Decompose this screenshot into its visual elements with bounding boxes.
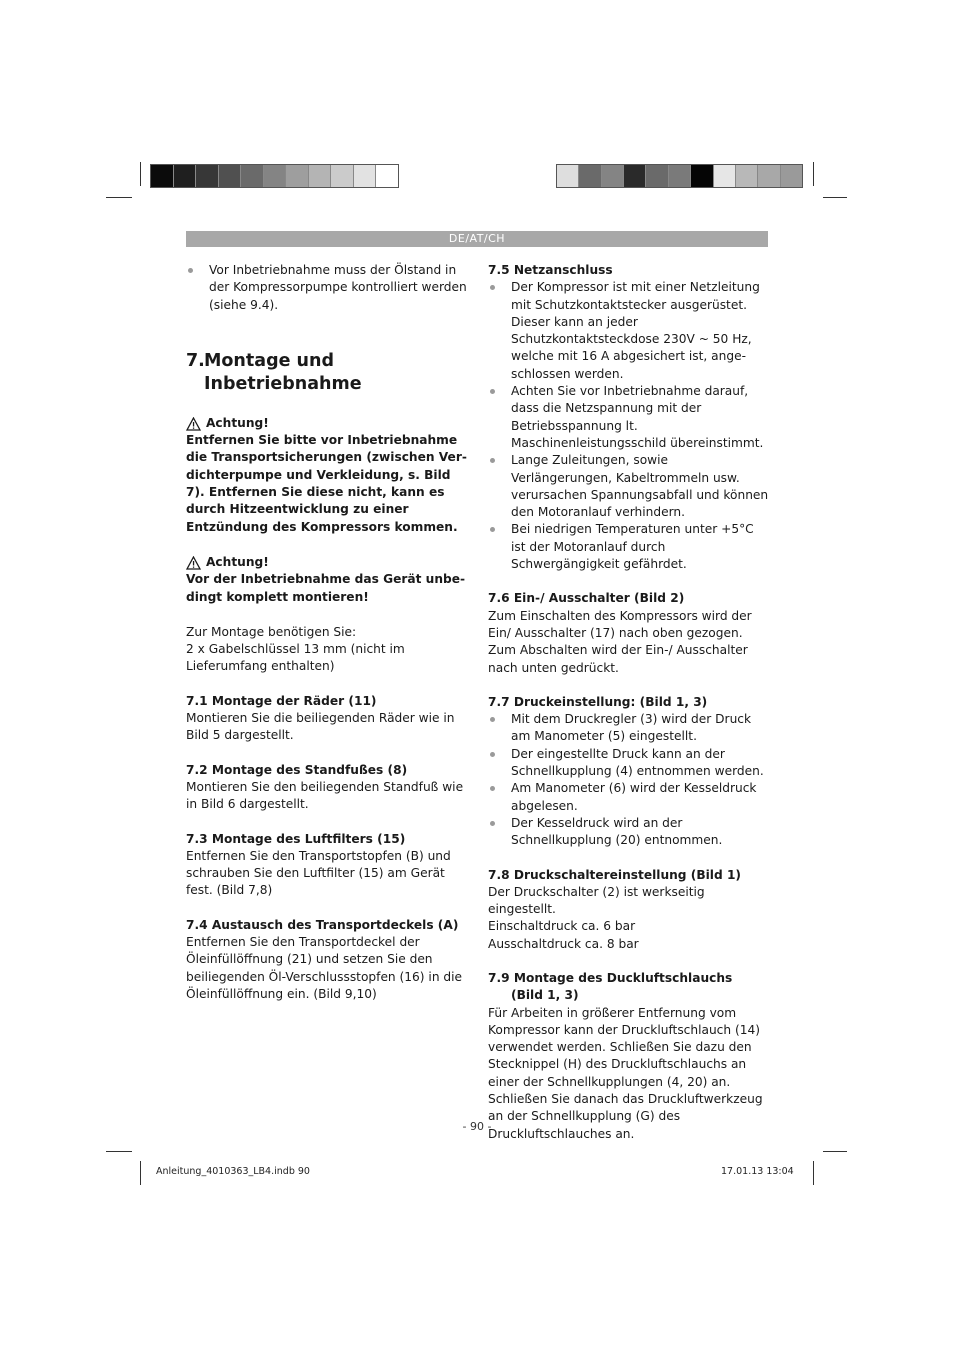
color-swatch: [557, 165, 579, 187]
color-swatch: [331, 165, 354, 187]
subsection-text: Entfernen Sie den Transportstopfen (B) und schrauben Sie den Luftfilter (15) am Gerät fest. (Bild 7,8): [186, 848, 451, 898]
bullet-dot-icon: [490, 786, 495, 791]
subsection-title: 7.5 Netzanschluss: [488, 263, 613, 277]
color-swatch: [354, 165, 377, 187]
color-swatch: [174, 165, 197, 187]
subsection-text: Entfernen Sie den Transportdeckel der Öleinfüllöffnung (21) und setzen Sie den beiliegenden Öl-Verschlussstopfen (16) in die Öleinfüllöffnung ein. (Bild 9,10): [186, 935, 463, 1001]
subsection-title: 7.2 Montage des Standfußes (8): [186, 762, 408, 777]
subsection-title: 7.8 Druckschaltereinstellung (Bild 1): [488, 867, 741, 882]
color-swatch: [736, 165, 758, 187]
subsection-text: Ausschaltdruck ca. 8 bar: [488, 936, 639, 951]
subsection-text: Montieren Sie den beiliegenden Standfuß wie in Bild 6 dargestellt.: [186, 779, 464, 812]
warning-block: Achtung! Vor der Inbetriebnahme das Gerät unbedingt komplett montieren!: [186, 554, 468, 606]
intro-bullet: Vor Inbetriebnahme muss der Ölstand in der Kompressorpumpe kontrolliert werden (siehe 9.4).: [186, 262, 468, 314]
subsection-text: Einschaltdruck ca. 6 bar: [488, 919, 636, 934]
bullet-dot-icon: [188, 268, 193, 273]
list-item: Am Manometer (6) wird der Kesseldruck abgelesen.: [488, 780, 770, 815]
print-slug-date: 17.01.13 13:04: [721, 1166, 794, 1177]
subsection-title: 7.3 Montage des Luftfilters (15): [186, 831, 406, 846]
crop-mark: [106, 197, 132, 198]
subsection-text: Für Arbeiten in größerer Entfernung vom Kompressor kann der Druckluftschlauch (14) verwendet werden. Schließen Sie dazu den Stecknippel (H) des Druckluftschlauchs an einer der Schnellkupplungen (4, 20) an. Schließen Sie danach das Druckluftwerkzeug an der Schnellkupplung (G) des Druckluftschlauches an.: [488, 1005, 763, 1141]
list-item: Bei niedrigen Temperaturen unter +5°C ist der Motoranlauf durch Schwergängigkeit gefährdet.: [488, 521, 770, 573]
color-swatch: [286, 165, 309, 187]
color-swatch: [376, 165, 398, 187]
right-column: [488, 262, 770, 1143]
list-item: Achten Sie vor Inbetriebnahme darauf, dass die Netzspannung mit der Betriebsspannung lt. Maschinenleistungsschild übereinstimmt.: [488, 383, 770, 452]
color-swatch: [579, 165, 601, 187]
crop-mark: [813, 162, 814, 186]
bullet-dot-icon: [490, 821, 495, 826]
warning-block: Achtung! Entfernen Sie bitte vor Inbetriebnahme die Transportsicherungen (zwischen Verdichterpumpe und Verkleidung, s. Bild 7). Entfernen Sie diese nicht, kann es durch Hitzeentwicklung zu einer Entzündung des Kompressors kommen.: [186, 415, 468, 536]
color-swatch: [264, 165, 287, 187]
crop-mark: [813, 1161, 814, 1185]
color-swatch: [241, 165, 264, 187]
bullet-dot-icon: [490, 752, 495, 757]
color-swatch: [219, 165, 242, 187]
language-bar: DE/AT/CH: [186, 231, 768, 247]
list-item: Der Kompressor ist mit einer Netzleitung mit Schutzkontaktstecker ausgerüstet. Dieser kann an jeder Schutzkontaktsteckdose 230V ~ 50 Hz, welche mit 16 A abgesichert ist, angeschlossen werden.: [488, 279, 770, 383]
color-swatch: [758, 165, 780, 187]
tools-line: 2 x Gabelschlüssel 13 mm (nicht im Lieferumfang enthalten): [186, 642, 405, 674]
warning-text: Entfernen Sie bitte vor Inbetriebnahme die Transportsicherungen (zwischen Verdichterpumpe und Verkleidung, s. Bild 7). Entfernen Sie diese nicht, kann es durch Hitzeentwicklung zu einer Entzündung des Kompressors kommen.: [186, 433, 467, 534]
color-swatch: [602, 165, 624, 187]
tools-line: Zur Montage benötigen Sie:: [186, 624, 357, 639]
color-swatch: [646, 165, 668, 187]
color-swatch: [196, 165, 219, 187]
bullet-dot-icon: [490, 389, 495, 394]
list-item: Lange Zuleitungen, sowie Verlängerungen, Kabeltrommeln usw. verursachen Spannungsabfall und können den Motoranlauf verhindern.: [488, 452, 770, 521]
color-swatch: [309, 165, 332, 187]
color-swatch: [151, 165, 174, 187]
color-swatch: [624, 165, 646, 187]
page-number: - 90 -: [462, 1120, 492, 1133]
color-calibration-strip-right: [556, 164, 803, 188]
print-slug-file: Anleitung_4010363_LB4.indb 90: [156, 1166, 310, 1177]
bullet-dot-icon: [490, 458, 495, 463]
subsection-title: 7.4 Austausch des Transportdeckels (A): [186, 917, 459, 932]
color-swatch: [781, 165, 802, 187]
list-item: Der eingestellte Druck kann an der Schnellkupplung (4) entnommen werden.: [488, 746, 770, 781]
warning-triangle-icon: [186, 417, 201, 431]
color-swatch: [669, 165, 691, 187]
list-item: Mit dem Druckregler (3) wird der Druck am Manometer (5) eingestellt.: [488, 711, 770, 746]
subsection-title: 7.9 Montage des Duckluftschlauchs: [488, 970, 733, 985]
list-item: Der Kesseldruck wird an der Schnellkupplung (20) entnommen.: [488, 815, 770, 850]
color-swatch: [691, 165, 713, 187]
crop-mark: [823, 197, 847, 198]
subsection-title: 7.1 Montage der Räder (11): [186, 693, 377, 708]
crop-mark: [823, 1151, 847, 1152]
subsection-title: 7.7 Druckeinstellung: (Bild 1, 3): [488, 694, 708, 709]
warning-text: Vor der Inbetriebnahme das Gerät unbedingt komplett montieren!: [186, 572, 466, 604]
subsection-title: 7.6 Ein-/ Ausschalter (Bild 2): [488, 591, 685, 606]
section-heading: 7. Montage und Inbetriebnahme: [186, 350, 362, 394]
subsection-text: Zum Einschalten des Kompressors wird der Ein/ Ausschalter (17) nach oben gezogen. Zum Abschalten wird der Ein-/ Ausschalter nach unten gedrückt.: [488, 608, 752, 675]
bullet-dot-icon: [490, 527, 495, 532]
crop-mark: [140, 1161, 141, 1185]
color-calibration-strip-left: [150, 164, 399, 188]
crop-mark: [106, 1151, 132, 1152]
bullet-dot-icon: [490, 717, 495, 722]
subsection-text: Der Druckschalter (2) ist werkseitig eingestellt.: [488, 884, 705, 917]
color-swatch: [714, 165, 736, 187]
subsection-title: (Bild 1, 3): [511, 988, 579, 1003]
subsection-text: Montieren Sie die beiliegenden Räder wie in Bild 5 dargestellt.: [186, 711, 455, 743]
crop-mark: [140, 162, 141, 186]
warning-triangle-icon: [186, 556, 201, 570]
left-column: [186, 262, 468, 1003]
bullet-dot-icon: [490, 285, 495, 290]
